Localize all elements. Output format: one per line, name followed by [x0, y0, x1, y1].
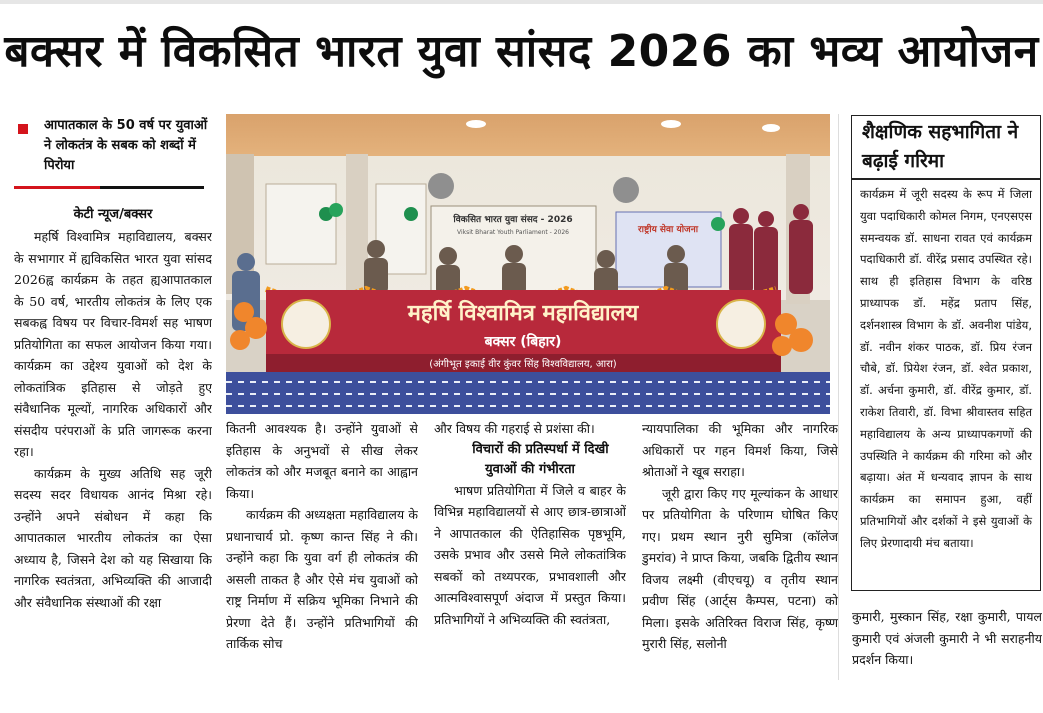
paragraph: और विषय की गहराई से प्रशंसा की। [434, 421, 595, 436]
ceiling-fan-icon [613, 177, 639, 203]
banner-title: महर्षि विश्वामित्र महाविद्यालय [407, 301, 639, 326]
university-emblem-icon [717, 300, 765, 348]
event-photo [226, 114, 830, 414]
balloon [711, 217, 725, 231]
balloon [329, 203, 343, 217]
subhead-rule-accent [14, 186, 100, 189]
inline-heading: विचारों की प्रतिस्पर्धा में दिखी युवाओं की गंभीरता [472, 441, 609, 477]
paragraph: जूरी द्वारा किए गए मूल्यांकन के आधार पर प्रतियोगिता के परिणाम घोषित किए गए। प्रथम स्थान नुरी सुमित्रा (कॉलेज डुमरांव) ने प्राप्त किया, जबकि द्वितीय स्थान विजय लक्ष्मी (वीएचयू) व तृतीय स्थान प्रवीण सिंह (आर्ट्स कैम्पस, पटना) को मिला। इसके अतिरिक्त विराज सिंह, कृष्ण मुरारी सिंह, सलोनी [642, 485, 838, 651]
banner-city: बक्सर (बिहार) [484, 334, 562, 350]
byline: केटी न्यूज/बक्सर [73, 207, 153, 222]
paragraph: कितनी आवश्यक है। उन्होंने युवाओं से इतिहास के अनुभवों से सीख लेकर लोकतंत्र को और मजबूत बनाने का आह्वान किया। [226, 421, 418, 501]
sidebar-body: कार्यक्रम में जूरी सदस्य के रूप में जिला युवा पदाधिकारी कोमल निगम, एनएसएस समन्वयक डॉ. साधना रावत एवं कार्यक्रम पदाधिकारी डॉ. वीरेंद्र प्रसाद उपस्थित रहे। साथ ही इतिहास विभाग के वरिष्ठ प्राध्यापक डॉ. महेंद्र प्रताप सिंह, दर्शनशास्त्र विभाग के डॉ. अवनीश पांडेय, डॉ. नवीन शंकर पाठक, डॉ. प्रिय रंजन चौबे, डॉ. प्रियेश रंजन, डॉ. श्वेत प्रकाश, डॉ. अर्चना कुमारी, डॉ. वीरेंद्र कुमार, डॉ. राकेश तिवारी, डॉ. विभा श्रीवास्तव सहित महाविद्यालय के अन्य प्राध्यापकगणों की उपस्थिति ने कार्यक्रम की गरिमा को और बढ़ाया। अंत में धन्यवाद ज्ञापन के साथ कार्यक्रम का समापन हुआ, वहीं प्रतिभागियों और दर्शकों ने इसे युवाओं के लिए प्रेरणादायी मंच बताया। [860, 187, 1032, 550]
paragraph: कुमारी, मुस्कान सिंह, रक्षा कुमारी, पायल कुमारी एवं अंजली कुमारी ने भी सराहनीय प्रदर्शन किया। [852, 609, 1042, 667]
paragraph: न्यायपालिका की भूमिका और नागरिक अधिकारों पर गहन विमर्श किया, जिसे श्रोताओं ने खूब सराहा। [642, 421, 838, 479]
balloon [404, 207, 418, 221]
subhead-block [14, 116, 208, 176]
paragraph: कार्यक्रम की अध्यक्षता महाविद्यालय के प्रधानाचार्य प्रो. कृष्ण कान्त सिंह ने की। उन्होंने कहा कि युवा वर्ग ही लोकतंत्र की असली ताकत है और ऐसे मंच युवाओं को राष्ट्र निर्माण में सक्रिय भूमिका निभाने की प्रेरणा देते हैं। उन्होंने प्रतिभागियों की तार्किक सोच [226, 507, 418, 651]
event-photo-illustration [226, 114, 830, 414]
top-rule [0, 0, 1043, 4]
backdrop-title: विकसित भारत युवा संसद - 2026 [453, 215, 573, 225]
article-column-5 [852, 606, 1042, 676]
paragraph: भाषण प्रतियोगिता में जिले व बाहर के विभिन्न महाविद्यालयों से आए छात्र-छात्राओं ने आपातकाल की ऐतिहासिक पृष्ठभूमि, उसके प्रभाव और उससे मिले लोकतांत्रिक सबकों को तथ्यपरक, प्रभावशाली और आत्मविश्वासपूर्ण अंदाज में प्रस्तुत किया। प्रतिभागियों ने अभिव्यक्ति की स्वतंत्रता, [434, 482, 626, 627]
paragraph: महर्षि विश्वामित्र महाविद्यालय, बक्सर के सभागार में ह्यविकसित भारत युवा सांसद 2026ह्व कार्यक्रम के तहत ह्यआपातकाल के 50 वर्ष, भारतीय लोकतंत्र के लिए एक सबकह्व विषय पर विचार-विमर्श सह भाषण प्रतियोगिता का सफल आयोजन किया गया। कार्यक्रम का उद्देश्य युवाओं को देश के लोकतांत्रिक इतिहास से जोड़ते हुए संवैधानिक मूल्यों, नागरिक अधिकारों और संसदीय परंपराओं के प्रति जागरूक करना रहा। [14, 229, 212, 459]
college-emblem-icon [282, 300, 330, 348]
ceiling-light-icon [661, 120, 681, 128]
banner-affiliation: (अंगीभूत इकाई वीर कुंवर सिंह विश्वविद्यालय, आरा) [429, 359, 617, 370]
column-divider [838, 114, 839, 680]
article-column-1 [14, 226, 212, 676]
subhead: आपातकाल के 50 वर्ष पर युवाओं ने लोकतंत्र के सबक को शब्दों में पिरोया [44, 118, 208, 173]
red-square-bullet-icon [18, 124, 28, 134]
article-column-3 [434, 418, 626, 680]
backdrop-subtitle: Viksit Bharat Youth Parliament - 2026 [456, 229, 570, 236]
ceiling-fan-icon [428, 173, 454, 199]
sidebar-heading: शैक्षणिक सहभागिता ने बढ़ाई गरिमा [852, 116, 1040, 180]
nss-standee-text: राष्ट्रीय सेवा योजना [637, 225, 699, 235]
ceiling-light-icon [762, 124, 780, 132]
sidebar-box [851, 115, 1041, 591]
headline: बक्सर में विकसित भारत युवा सांसद 2026 का भव्य आयोजन [4, 26, 1039, 77]
window [266, 184, 336, 264]
students-standing [729, 204, 813, 295]
article-column-4 [642, 418, 838, 680]
article-column-2 [226, 418, 418, 680]
paragraph: कार्यक्रम के मुख्य अतिथि सह जूरी सदस्य सदर विधायक आनंद मिश्रा रहे। उन्होंने अपने संबोधन में कहा कि आपातकाल भारतीय लोकतंत्र का ऐसा अध्याय है, जिसने देश को यह सिखाया कि नागरिक स्वतंत्रता, अभिव्यक्ति की आजादी और संवैधानिक संस्थाओं की रक्षा [14, 465, 212, 610]
ceiling-light-icon [466, 120, 486, 128]
